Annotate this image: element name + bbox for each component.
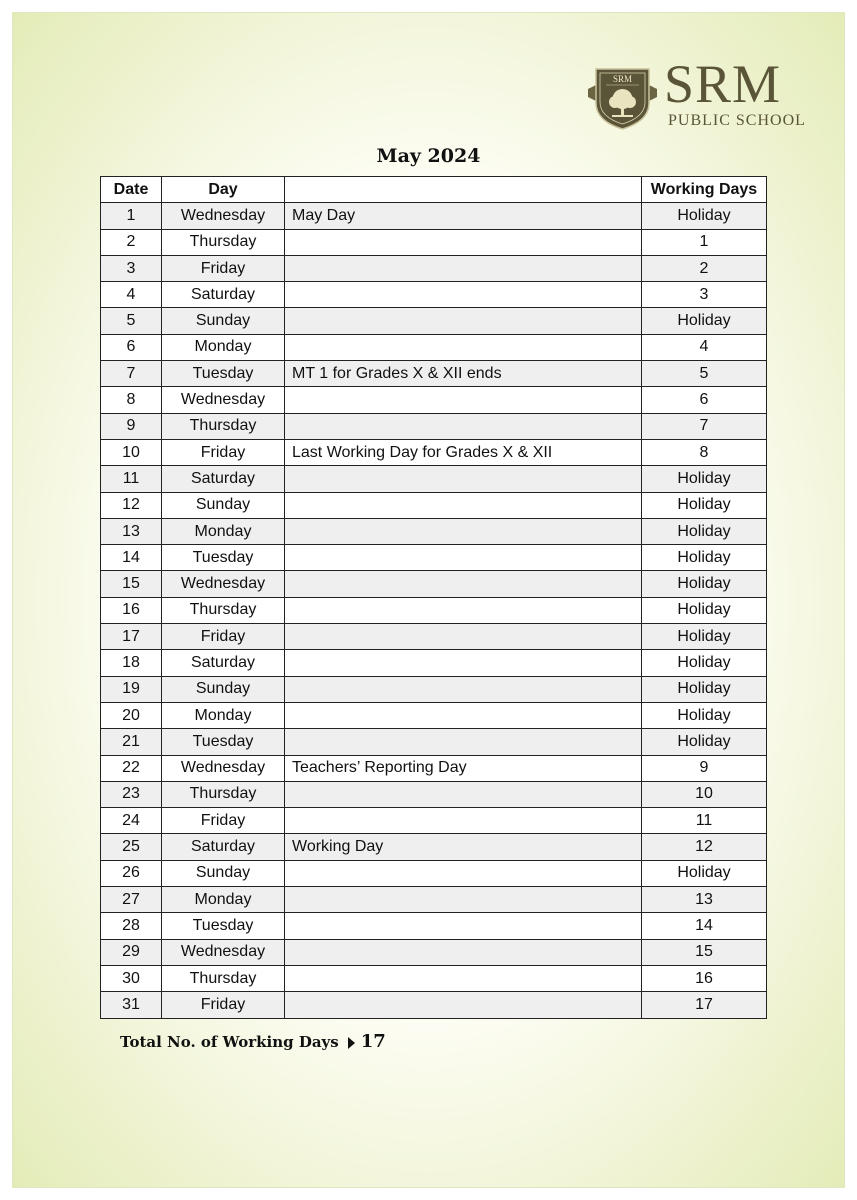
logo-subtitle: PUBLIC SCHOOL xyxy=(668,112,806,129)
cell-note xyxy=(285,308,642,334)
cell-date: 28 xyxy=(101,913,162,939)
cell-date: 7 xyxy=(101,361,162,387)
cell-date: 27 xyxy=(101,887,162,913)
table-row xyxy=(101,834,767,860)
cell-day: Saturday xyxy=(162,282,285,308)
table-row xyxy=(101,860,767,886)
cell-note xyxy=(285,729,642,755)
cell-date: 25 xyxy=(101,834,162,860)
cell-note xyxy=(285,571,642,597)
triangle-right-icon xyxy=(348,1037,355,1049)
table-row xyxy=(101,466,767,492)
table-row xyxy=(101,203,767,229)
cell-working-days: 11 xyxy=(642,808,767,834)
cell-day: Sunday xyxy=(162,860,285,886)
header-day: Day xyxy=(162,177,285,203)
table-row xyxy=(101,387,767,413)
cell-working-days: Holiday xyxy=(642,466,767,492)
cell-note xyxy=(285,992,642,1018)
cell-working-days: 1 xyxy=(642,229,767,255)
cell-note xyxy=(285,545,642,571)
cell-day: Thursday xyxy=(162,413,285,439)
cell-day: Monday xyxy=(162,518,285,544)
cell-date: 13 xyxy=(101,518,162,544)
table-row xyxy=(101,229,767,255)
cell-day: Saturday xyxy=(162,834,285,860)
cell-working-days: 8 xyxy=(642,439,767,465)
cell-working-days: Holiday xyxy=(642,860,767,886)
cell-working-days: Holiday xyxy=(642,308,767,334)
cell-day: Friday xyxy=(162,439,285,465)
cell-date: 17 xyxy=(101,624,162,650)
cell-working-days: Holiday xyxy=(642,729,767,755)
cell-note xyxy=(285,518,642,544)
logo-wordmark: SRM xyxy=(664,54,782,114)
cell-note xyxy=(285,413,642,439)
cell-note xyxy=(285,334,642,360)
cell-working-days: 14 xyxy=(642,913,767,939)
cell-note xyxy=(285,624,642,650)
cell-date: 14 xyxy=(101,545,162,571)
cell-day: Thursday xyxy=(162,781,285,807)
header-working-days: Working Days xyxy=(642,177,767,203)
table-row xyxy=(101,361,767,387)
cell-day: Saturday xyxy=(162,466,285,492)
cell-day: Monday xyxy=(162,334,285,360)
cell-note xyxy=(285,965,642,991)
cell-note xyxy=(285,676,642,702)
cell-day: Sunday xyxy=(162,308,285,334)
total-working-days xyxy=(120,1031,386,1052)
table-row xyxy=(101,913,767,939)
cell-day: Sunday xyxy=(162,676,285,702)
cell-date: 10 xyxy=(101,439,162,465)
cell-date: 24 xyxy=(101,808,162,834)
cell-working-days: Holiday xyxy=(642,203,767,229)
cell-note xyxy=(285,939,642,965)
table-row xyxy=(101,729,767,755)
cell-note xyxy=(285,913,642,939)
cell-date: 26 xyxy=(101,860,162,886)
table-row xyxy=(101,887,767,913)
cell-day: Sunday xyxy=(162,492,285,518)
table-row xyxy=(101,334,767,360)
total-value: 17 xyxy=(360,1031,386,1052)
cell-day: Friday xyxy=(162,624,285,650)
table-row xyxy=(101,702,767,728)
cell-note xyxy=(285,282,642,308)
cell-day: Friday xyxy=(162,992,285,1018)
cell-working-days: 4 xyxy=(642,334,767,360)
cell-date: 20 xyxy=(101,702,162,728)
cell-note: Working Day xyxy=(285,834,642,860)
cell-date: 16 xyxy=(101,597,162,623)
cell-day: Tuesday xyxy=(162,729,285,755)
cell-day: Saturday xyxy=(162,650,285,676)
cell-date: 2 xyxy=(101,229,162,255)
cell-working-days: 7 xyxy=(642,413,767,439)
page-title: May 2024 xyxy=(376,145,481,167)
cell-working-days: 15 xyxy=(642,939,767,965)
cell-day: Wednesday xyxy=(162,755,285,781)
cell-note xyxy=(285,492,642,518)
cell-date: 21 xyxy=(101,729,162,755)
table-row xyxy=(101,308,767,334)
table-row xyxy=(101,939,767,965)
cell-day: Tuesday xyxy=(162,913,285,939)
table-row xyxy=(101,676,767,702)
cell-day: Friday xyxy=(162,808,285,834)
cell-date: 5 xyxy=(101,308,162,334)
table-row xyxy=(101,413,767,439)
cell-working-days: Holiday xyxy=(642,702,767,728)
table-row xyxy=(101,492,767,518)
cell-working-days: Holiday xyxy=(642,676,767,702)
cell-working-days: 6 xyxy=(642,387,767,413)
cell-date: 8 xyxy=(101,387,162,413)
cell-note xyxy=(285,860,642,886)
cell-note xyxy=(285,808,642,834)
table-row xyxy=(101,992,767,1018)
table-row xyxy=(101,650,767,676)
cell-day: Wednesday xyxy=(162,203,285,229)
cell-note xyxy=(285,597,642,623)
table-row xyxy=(101,781,767,807)
svg-text:SRM: SRM xyxy=(612,74,633,84)
header-date: Date xyxy=(101,177,162,203)
cell-date: 31 xyxy=(101,992,162,1018)
cell-working-days: Holiday xyxy=(642,597,767,623)
cell-working-days: 9 xyxy=(642,755,767,781)
cell-working-days: Holiday xyxy=(642,624,767,650)
table-row xyxy=(101,255,767,281)
cell-date: 6 xyxy=(101,334,162,360)
srm-logo xyxy=(586,54,816,133)
cell-date: 29 xyxy=(101,939,162,965)
cell-working-days: 5 xyxy=(642,361,767,387)
table-row xyxy=(101,624,767,650)
cell-working-days: Holiday xyxy=(642,571,767,597)
cell-date: 19 xyxy=(101,676,162,702)
cell-date: 3 xyxy=(101,255,162,281)
cell-date: 15 xyxy=(101,571,162,597)
cell-note: Last Working Day for Grades X & XII xyxy=(285,439,642,465)
cell-note xyxy=(285,466,642,492)
cell-working-days: 16 xyxy=(642,965,767,991)
cell-date: 4 xyxy=(101,282,162,308)
cell-working-days: 13 xyxy=(642,887,767,913)
cell-day: Wednesday xyxy=(162,571,285,597)
tree-shield-emblem-icon xyxy=(586,65,659,131)
cell-day: Wednesday xyxy=(162,939,285,965)
cell-day: Thursday xyxy=(162,229,285,255)
table-row xyxy=(101,755,767,781)
cell-date: 9 xyxy=(101,413,162,439)
cell-date: 18 xyxy=(101,650,162,676)
cell-date: 1 xyxy=(101,203,162,229)
cell-note xyxy=(285,702,642,728)
cell-day: Tuesday xyxy=(162,361,285,387)
cell-date: 22 xyxy=(101,755,162,781)
cell-date: 11 xyxy=(101,466,162,492)
table-header-row xyxy=(101,177,767,203)
table-row xyxy=(101,282,767,308)
cell-note: MT 1 for Grades X & XII ends xyxy=(285,361,642,387)
cell-working-days: Holiday xyxy=(642,492,767,518)
table-row xyxy=(101,571,767,597)
cell-day: Tuesday xyxy=(162,545,285,571)
cell-working-days: 2 xyxy=(642,255,767,281)
cell-working-days: Holiday xyxy=(642,650,767,676)
cell-note xyxy=(285,255,642,281)
cell-day: Monday xyxy=(162,887,285,913)
cell-working-days: 17 xyxy=(642,992,767,1018)
cell-note xyxy=(285,887,642,913)
table-row xyxy=(101,597,767,623)
cell-note: May Day xyxy=(285,203,642,229)
cell-note: Teachers’ Reporting Day xyxy=(285,755,642,781)
cell-working-days: 12 xyxy=(642,834,767,860)
cell-day: Wednesday xyxy=(162,387,285,413)
table-row xyxy=(101,808,767,834)
cell-note xyxy=(285,650,642,676)
table-row xyxy=(101,545,767,571)
cell-working-days: Holiday xyxy=(642,545,767,571)
table-row xyxy=(101,439,767,465)
cell-day: Thursday xyxy=(162,965,285,991)
total-label: Total No. of Working Days xyxy=(120,1033,339,1051)
cell-day: Friday xyxy=(162,255,285,281)
cell-working-days: 3 xyxy=(642,282,767,308)
header-note xyxy=(285,177,642,203)
cell-date: 30 xyxy=(101,965,162,991)
cell-day: Thursday xyxy=(162,597,285,623)
cell-working-days: Holiday xyxy=(642,518,767,544)
cell-date: 12 xyxy=(101,492,162,518)
table-row xyxy=(101,965,767,991)
cell-note xyxy=(285,387,642,413)
cell-date: 23 xyxy=(101,781,162,807)
table-row xyxy=(101,518,767,544)
calendar-table xyxy=(100,176,767,1019)
cell-note xyxy=(285,229,642,255)
cell-note xyxy=(285,781,642,807)
cell-day: Monday xyxy=(162,702,285,728)
cell-working-days: 10 xyxy=(642,781,767,807)
